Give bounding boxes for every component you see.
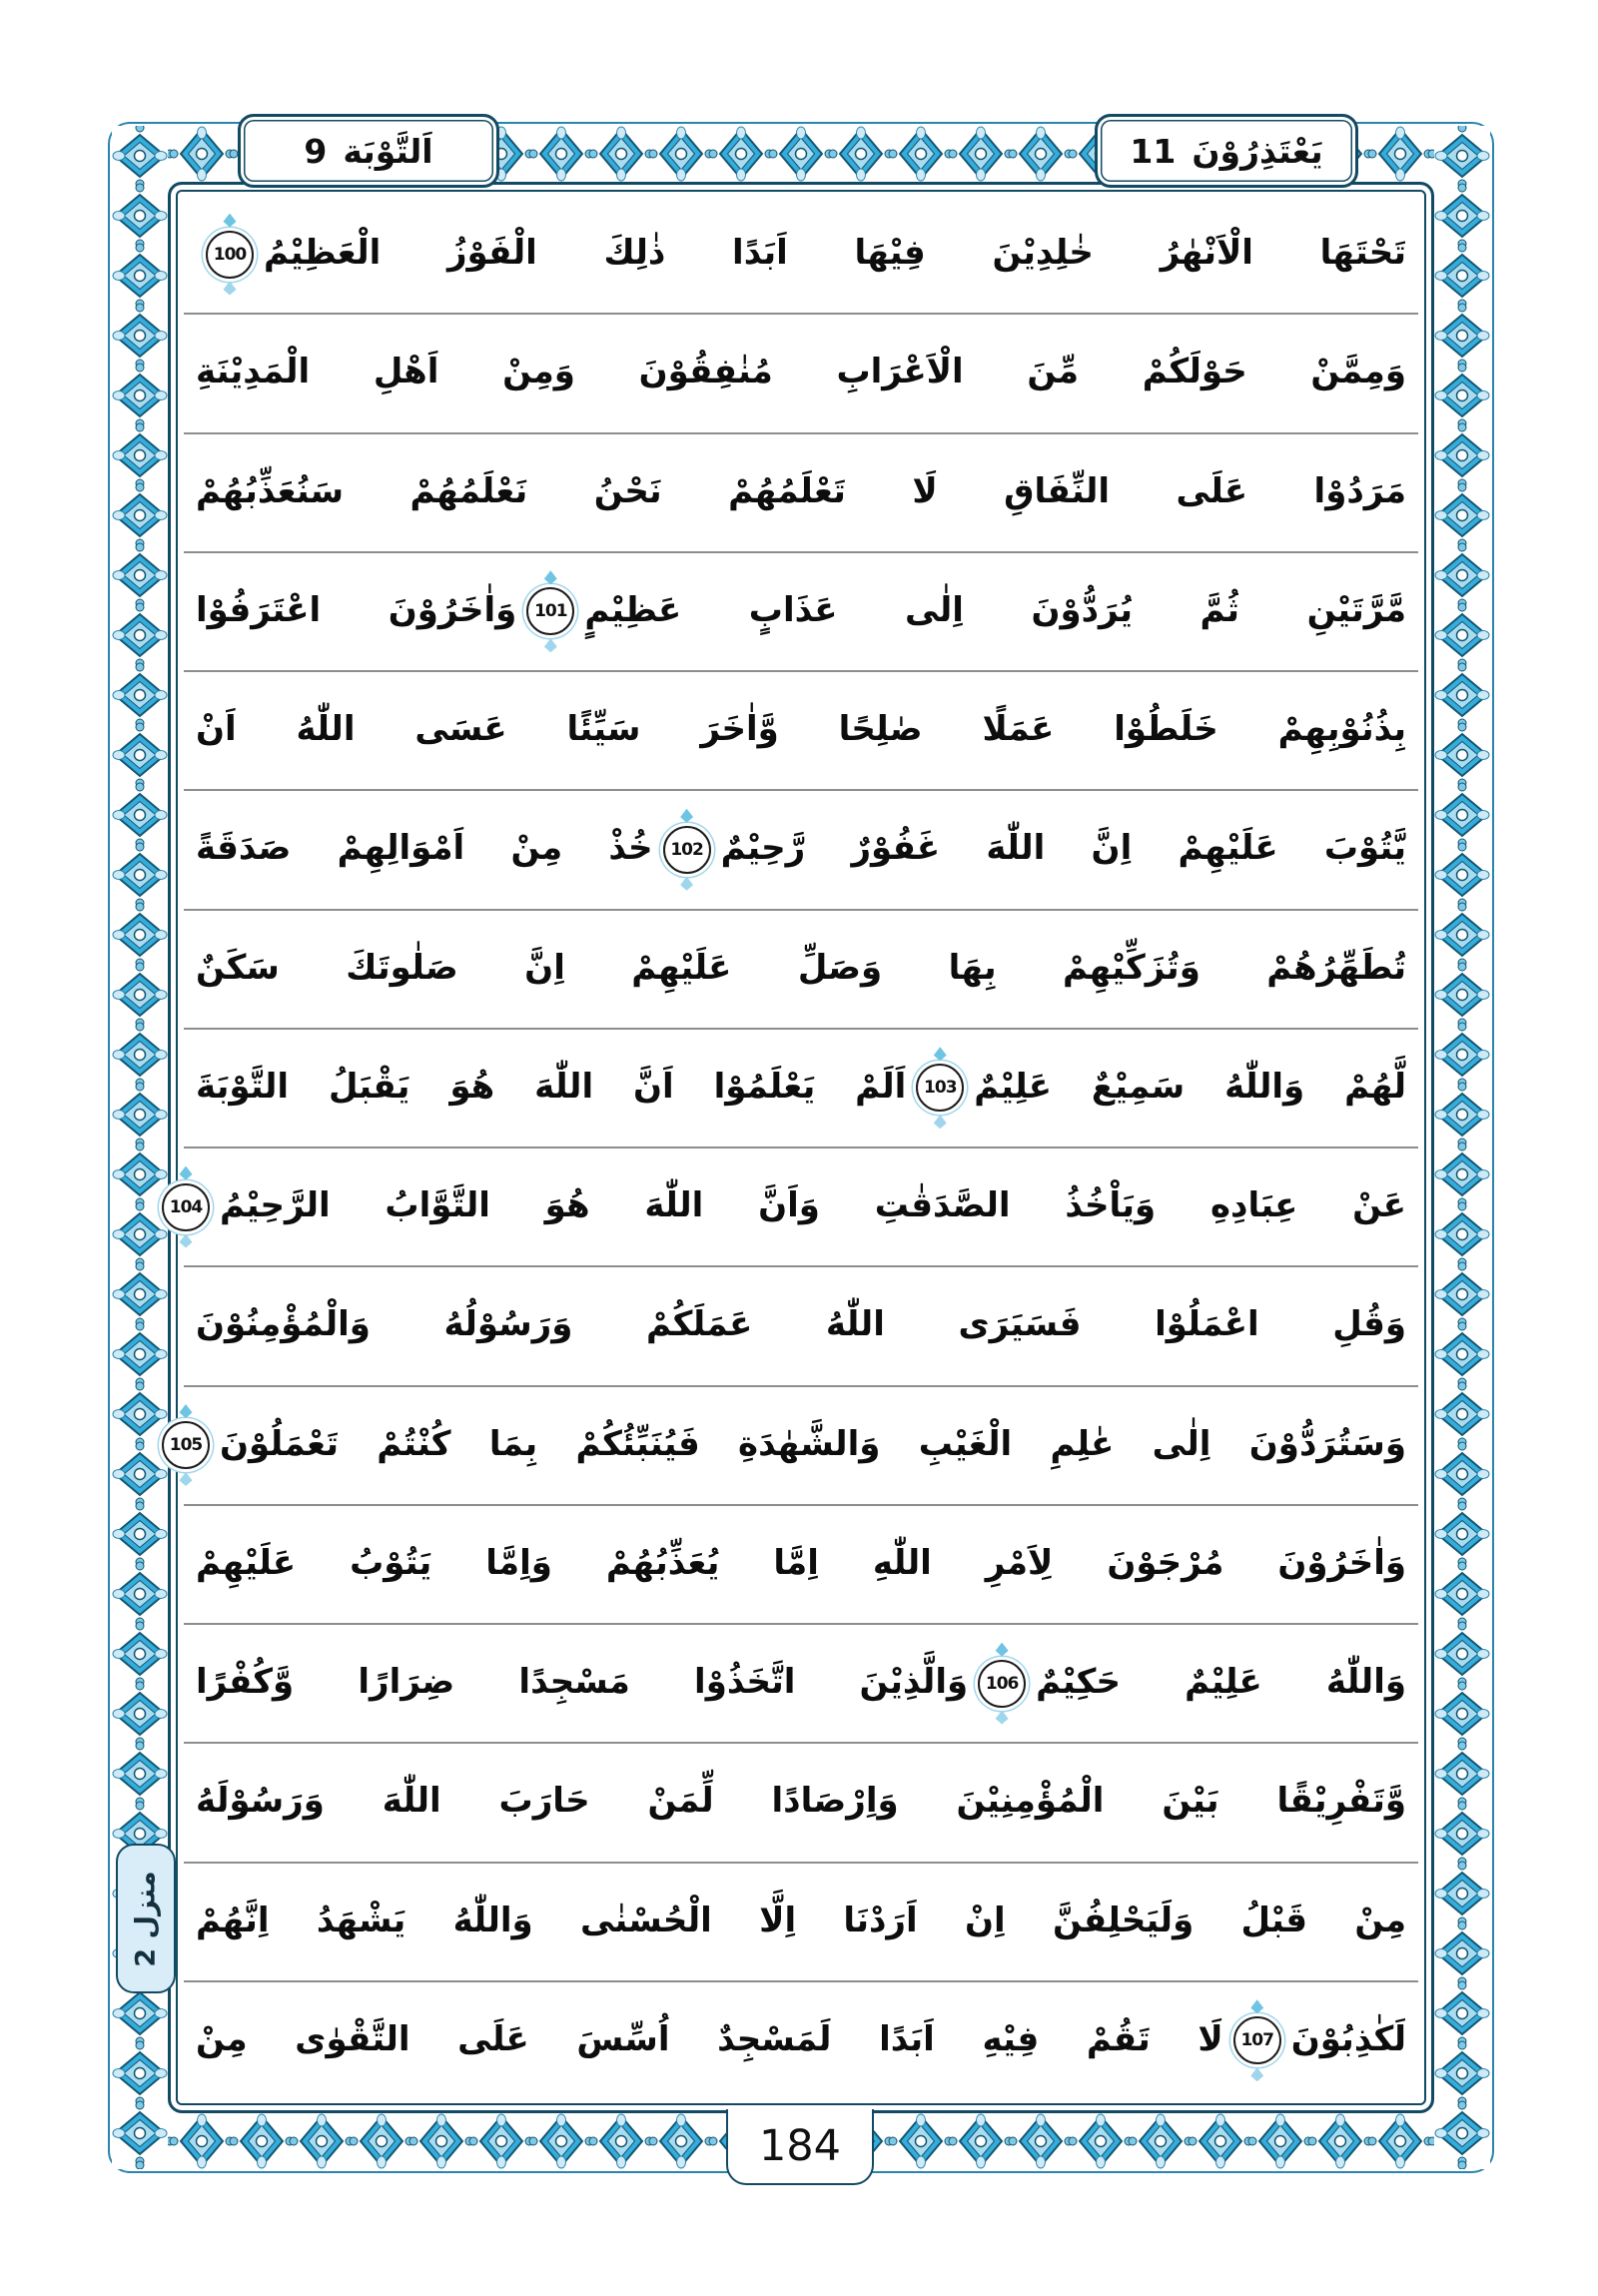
manzil-label: منزل 2 [130, 1870, 162, 1967]
quran-line-12 [184, 1504, 1418, 1623]
juz-number: 11 [1130, 131, 1177, 171]
quran-line-10 [184, 1265, 1418, 1384]
ayah-text: اَلَمْ يَعْلَمُوْا اَنَّ اللّٰهَ هُوَ يَقْبَلُ التَّوْبَةَ [196, 1066, 907, 1107]
verse-marker-102: 102 [663, 826, 711, 874]
surah-title-cartouche [238, 114, 499, 188]
quran-line-8 [184, 1028, 1418, 1147]
ayah-text: بِذُنُوْبِهِمْ خَلَطُوْا عَمَلًا صٰلِحًا وَّاٰخَرَ سَيِّئًا عَسَى اللّٰهُ اَنْ [196, 709, 1406, 749]
quran-line-1 [184, 196, 1418, 313]
ayah-text: مَرَدُوْا عَلَى النِّفَاقِ لَا تَعْلَمُهُمْ نَحْنُ نَعْلَمُهُمْ سَنُعَذِّبُهُمْ [196, 470, 1406, 511]
quran-line-4 [184, 551, 1418, 670]
ayah-text: لَا تَقُمْ فِيْهِ اَبَدًا لَمَسْجِدٌ اُسِّسَ عَلَى التَّقْوٰى مِنْ [196, 2018, 1223, 2059]
quran-line-16 [184, 1980, 1418, 2099]
quran-text-area [169, 196, 1418, 2099]
verse-marker-103: 103 [916, 1064, 964, 1112]
manzil-marker-tab [116, 1844, 176, 1993]
surah-number: 9 [304, 131, 328, 171]
quran-line-13 [184, 1623, 1418, 1742]
quran-line-2 [184, 313, 1418, 431]
quran-line-9 [169, 1147, 1418, 1265]
ayah-text: وَمِمَّنْ حَوْلَكُمْ مِّنَ الْاَعْرَابِ مُنٰفِقُوْنَ وَمِنْ اَهْلِ الْمَدِيْنَةِ [196, 352, 1406, 392]
ayah-text: وَالَّذِيْنَ اتَّخَذُوْا مَسْجِدًا ضِرَارًا وَّكُفْرًا [196, 1662, 969, 1702]
ayah-text: لَّهُمْ وَاللّٰهُ سَمِيْعٌ عَلِيْمٌ [974, 1066, 1407, 1107]
quran-line-15 [184, 1862, 1418, 1980]
verse-marker-106: 106 [978, 1660, 1026, 1708]
quran-line-14 [184, 1742, 1418, 1861]
ayah-text: تُطَهِّرُهُمْ وَتُزَكِّيْهِمْ بِهَا وَصَلِّ عَلَيْهِمْ اِنَّ صَلٰوتَكَ سَكَنٌ [196, 947, 1406, 988]
quran-line-6 [184, 789, 1418, 908]
quran-line-7 [184, 909, 1418, 1028]
page-number: 184 [758, 2121, 842, 2171]
surah-name: اَلتَّوْبَة [343, 131, 433, 171]
page-number-tab [726, 2109, 874, 2185]
ayah-text: وَقُلِ اعْمَلُوْا فَسَيَرَى اللّٰهُ عَمَلَكُمْ وَرَسُوْلُهُ وَالْمُؤْمِنُوْنَ [196, 1304, 1406, 1345]
verse-marker-105: 105 [162, 1421, 210, 1469]
juz-title-cartouche [1095, 114, 1358, 188]
quran-line-11 [169, 1385, 1418, 1504]
verse-marker-104: 104 [162, 1183, 210, 1231]
ayah-text: وَسَتُرَدُّوْنَ اِلٰى عٰلِمِ الْغَيْبِ وَالشَّهٰدَةِ فَيُنَبِّئُكُمْ بِمَا كُنْتُمْ تَعْمَلُوْنَ [220, 1423, 1406, 1464]
verse-marker-100: 100 [206, 231, 254, 279]
border-ornament-right [1434, 126, 1490, 2169]
ayah-text: وَاٰخَرُوْنَ اعْتَرَفُوْا [196, 589, 517, 630]
juz-name: يَعْتَذِرُوْنَ [1192, 131, 1323, 171]
ayah-text: وَاٰخَرُوْنَ مُرْجَوْنَ لِاَمْرِ اللّٰهِ اِمَّا يُعَذِّبُهُمْ وَاِمَّا يَتُوْبُ عَلَيْهِمْ [196, 1542, 1406, 1583]
verse-marker-101: 101 [526, 587, 574, 635]
ayah-text: لَكٰذِبُوْنَ [1290, 2018, 1406, 2059]
ayah-text: خُذْ مِنْ اَمْوَالِهِمْ صَدَقَةً [196, 828, 653, 869]
ayah-text: عَنْ عِبَادِهِ وَيَاْخُذُ الصَّدَقٰتِ وَاَنَّ اللّٰهَ هُوَ التَّوَّابُ الرَّحِيْمُ [220, 1185, 1406, 1225]
ayah-text: يَّتُوْبَ عَلَيْهِمْ اِنَّ اللّٰهَ غَفُوْرٌ رَّحِيْمٌ [720, 828, 1407, 869]
quran-line-5 [184, 670, 1418, 789]
ayah-text: مَّرَّتَيْنِ ثُمَّ يُرَدُّوْنَ اِلٰى عَذَابٍ عَظِيْمٍ [584, 589, 1407, 630]
ayah-text: وَاللّٰهُ عَلِيْمٌ حَكِيْمٌ [1036, 1662, 1406, 1702]
ayah-text: مِنْ قَبْلُ وَلَيَحْلِفُنَّ اِنْ اَرَدْنَا اِلَّا الْحُسْنٰى وَاللّٰهُ يَشْهَدُ اِنَّهُمْ [196, 1900, 1406, 1940]
ayah-text: وَّتَفْرِيْقًا بَيْنَ الْمُؤْمِنِيْنَ وَاِرْصَادًا لِّمَنْ حَارَبَ اللّٰهَ وَرَسُوْلَهُ [196, 1781, 1406, 1822]
quran-line-3 [184, 432, 1418, 551]
verse-marker-107: 107 [1233, 2016, 1281, 2064]
ayah-text: تَحْتَهَا الْاَنْهٰرُ خٰلِدِيْنَ فِيْهَا اَبَدًا ذٰلِكَ الْفَوْزُ الْعَظِيْمُ [264, 233, 1406, 273]
